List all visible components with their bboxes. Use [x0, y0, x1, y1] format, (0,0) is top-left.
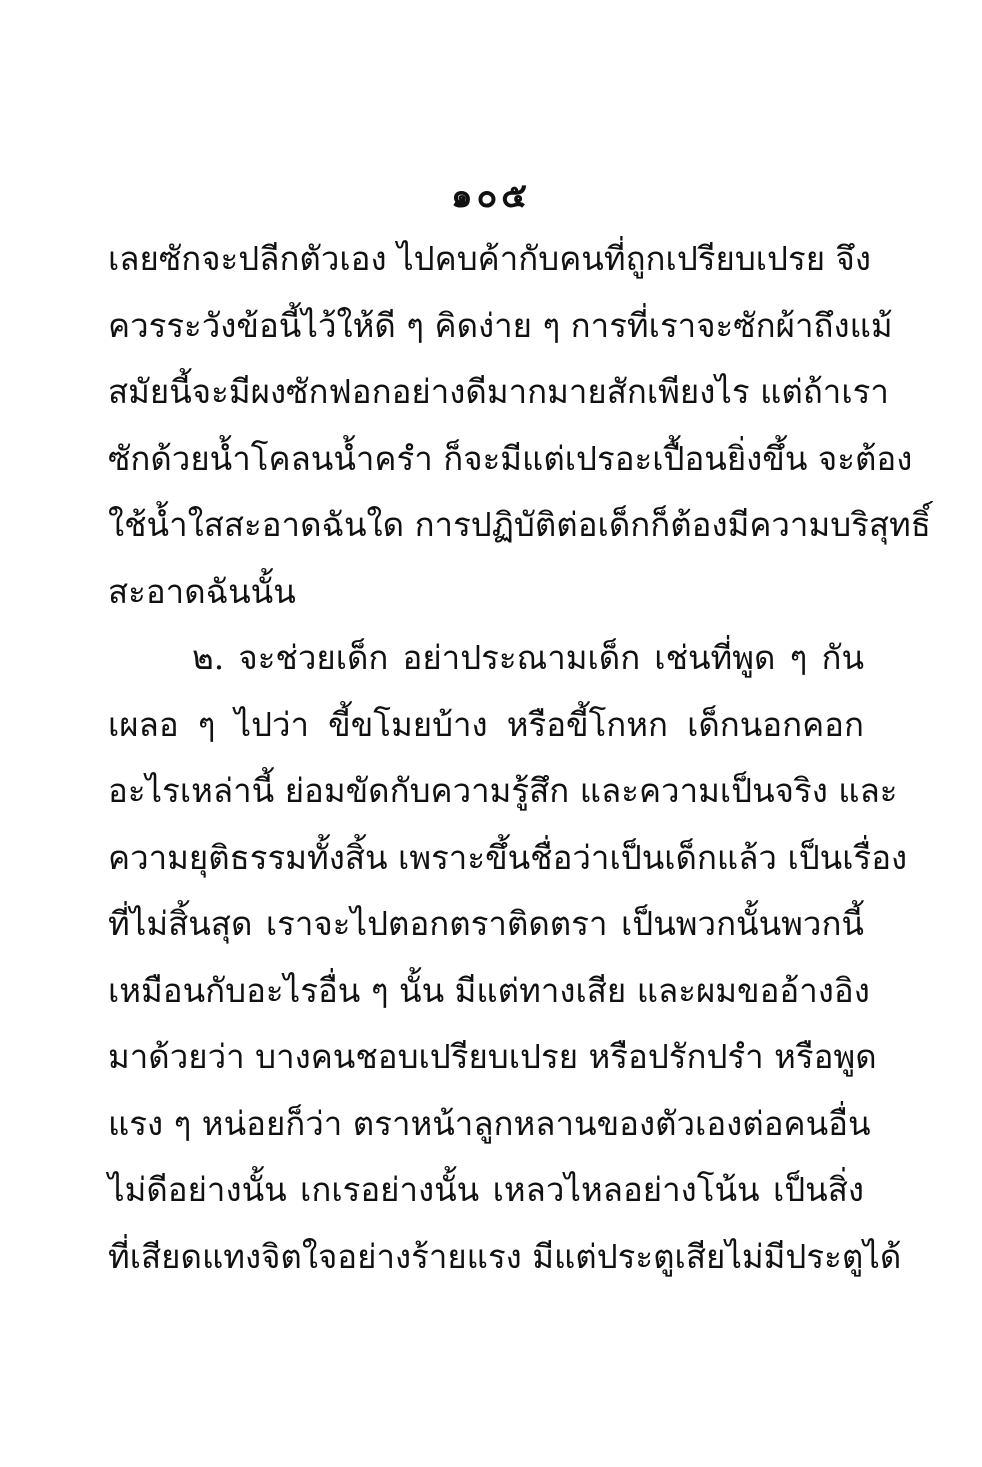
- text-line: เผลอ ๆ ไปว่า ขี้ขโมยบ้าง หรือขี้โกหก เด็กนอกคอก: [108, 704, 864, 744]
- text-line: มาด้วยว่า บางคนชอบเปรียบเปรย หรือปรักปรำ หรือพูด: [108, 1037, 877, 1076]
- text-line: แรง ๆ หน่อยก็ว่า ตราหน้าลูกหลานของตัวเองต่อคนอื่น: [108, 1103, 871, 1143]
- text-line: ไม่ดีอย่างนั้น เกเรอย่างนั้น เหลวไหลอย่างโน้น เป็นสิ่ง: [108, 1170, 864, 1209]
- text-line: ควรระวังข้อนี้ไว้ให้ดี ๆ คิดง่าย ๆ การที่เราจะซักผ้าถึงแม้: [108, 305, 893, 345]
- text-line: ที่เสียดแทงจิตใจอย่างร้ายแรง มีแต่ประตูเสียไม่มีประตูได้: [108, 1236, 902, 1276]
- text-line: ใช้น้ำใสสะอาดฉันใด การปฏิบัติต่อเด็กก็ต้องมีความบริสุทธิ์: [108, 505, 931, 544]
- text-line: สะอาดฉันนั้น: [108, 571, 296, 611]
- body-text: [108, 226, 931, 1290]
- text-line: เหมือนกับอะไรอื่น ๆ นั้น มีแต่ทางเสีย และผมขออ้างอิง: [108, 970, 870, 1010]
- text-line: อะไรเหล่านี้ ย่อมขัดกับความรู้สึก และความเป็นจริง และ: [108, 771, 898, 810]
- text-line: ที่ไม่สิ้นสุด เราจะไปตอกตราติดตรา เป็นพวกนั้นพวกนี้: [108, 904, 864, 943]
- paragraph-start-line: ๒. จะช่วยเด็ก อย่าประณามเด็ก เช่นที่พูด ๆ กัน: [192, 638, 864, 677]
- text-line: ความยุติธรรมทั้งสิ้น เพราะขึ้นชื่อว่าเป็นเด็กแล้ว เป็นเรื่อง: [108, 837, 908, 877]
- text-line: ซักด้วยน้ำโคลนน้ำครำ ก็จะมีแต่เปรอะเปื้อนยิ่งขึ้น จะต้อง: [108, 438, 913, 478]
- text-line: สมัยนี้จะมีผงซักฟอกอย่างดีมากมายสักเพียงไร แต่ถ้าเรา: [108, 372, 889, 411]
- page-number: ๑๐๕: [450, 176, 532, 216]
- text-line: เลยซักจะปลีกตัวเอง ไปคบค้ากับคนที่ถูกเปรียบเปรย จึง: [108, 239, 871, 278]
